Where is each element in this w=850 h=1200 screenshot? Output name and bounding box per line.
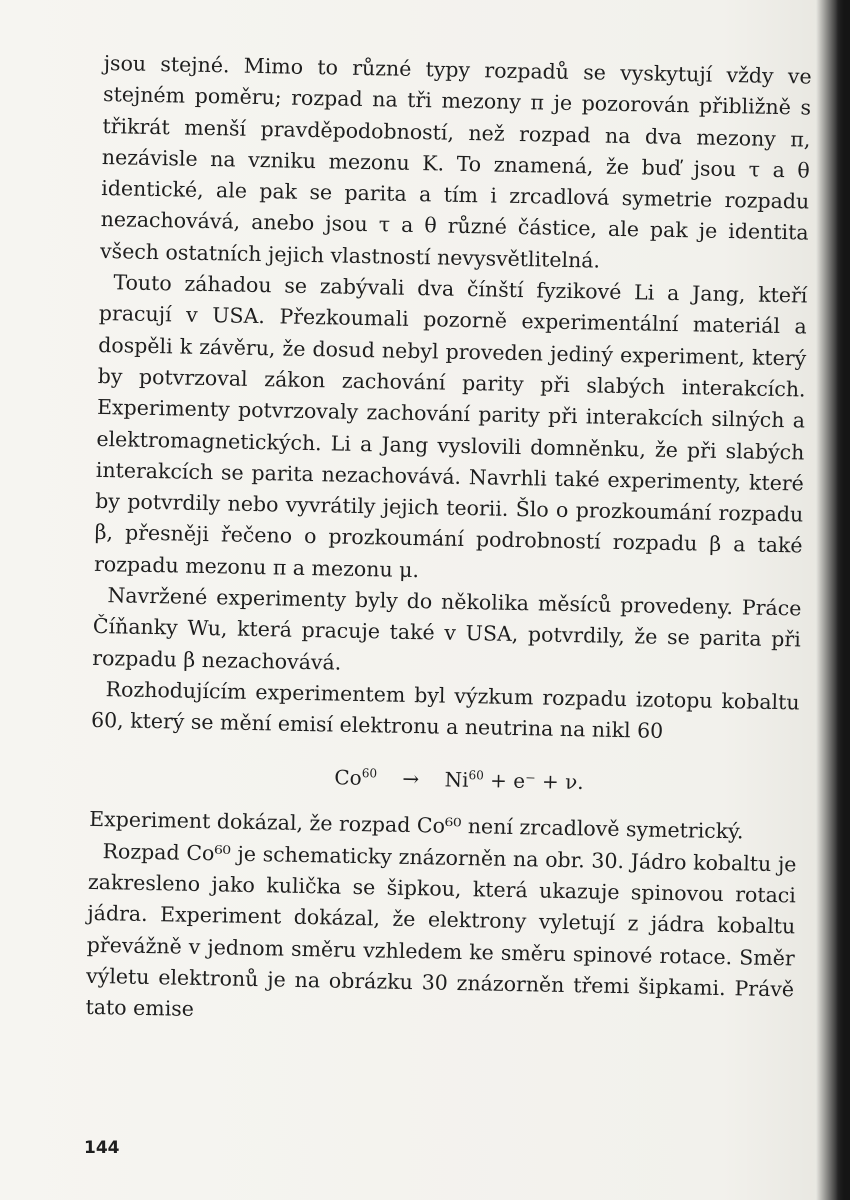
paragraph-continuation: jsou stejné. Mimo to různé typy rozpadů se vyskytují vždy ve stejném poměru; rozpad na tři mezony π je pozorován přibližně s třikrát menší pravděpodobností, než rozpad na dva mezony π, nezávisle na vzniku mezonu K. To znamená, že buď jsou τ a θ identické, ale pak se parita a tím i zrcadlová symetrie rozpadu nezachovává, anebo jsou τ a θ různé částice, ale pak je identita všech ostatních jejich vlastností nevysvětlitelná.: [99, 50, 812, 273]
nickel-symbol: Ni: [444, 766, 469, 792]
book-binding-edge: [836, 0, 850, 1200]
paragraph-figure-description: Rozpad Co⁶⁰ je schematicky znázorněn na obr. 30. Jádro kobaltu je zakresleno jako kulička se šipkou, která ukazuje spinovou rotaci jádra. Experiment dokázal, že elektrony vyletují z jádra kobaltu převážně v jednom směru vzhledem ke směru spinové rotace. Směr výletu elektronů je na obrázku 30 znázorněn třemi šipkami. Právě tato emise: [85, 838, 797, 1022]
paragraph-conclusion: Experiment dokázal, že rozpad Co⁶⁰ není zrcadlově symetrický.: [88, 807, 744, 844]
body-text: [85, 48, 812, 1037]
paragraph-li-jang: Touto záhadou se zabývali dva čínští fyzikové Li a Jang, kteří pracují v USA. Přezkoumali pozorně experimentální materiál a dospěli k závěru, že dosud nebyl proveden jediný experiment, který by potvrzoval zákon zachování parity při slabých interakcích. Experimenty potvrzovaly zachování parity při interakcích silných a elektromagnetických. Li a Jang vyslovili domněnku, že při slabých interakcích se parita nezachovává. Navrhli také experimenty, které by potvrdily nebo vyvrátily jejich teorii. Šlo o prozkoumání rozpadu β, přesněji řečeno o prozkoumání podrobností rozpadu β a také rozpadu mezonu π a mezonu μ.: [93, 270, 808, 582]
decay-equation: [90, 752, 799, 802]
paragraph-experiments: Navržené experimenty byly do několika měsíců provedeny. Práce Číňanky Wu, která pracuje také v USA, potvrdily, že se parita při rozpadu β nezachovává.: [92, 583, 802, 675]
paragraph-cobalt: Rozhodujícím experimentem byl výzkum rozpadu izotopu kobaltu 60, který se mění emisí elektronu a neutrina na nikl 60: [90, 677, 800, 744]
cobalt-symbol: Co: [334, 764, 362, 790]
nickel-mass-number: 60: [468, 767, 485, 782]
page-number: 144: [84, 1138, 120, 1158]
cobalt-mass-number: 60: [361, 765, 378, 780]
decay-products: + e⁻ + ν.: [489, 767, 584, 794]
reaction-arrow: →: [402, 766, 420, 791]
